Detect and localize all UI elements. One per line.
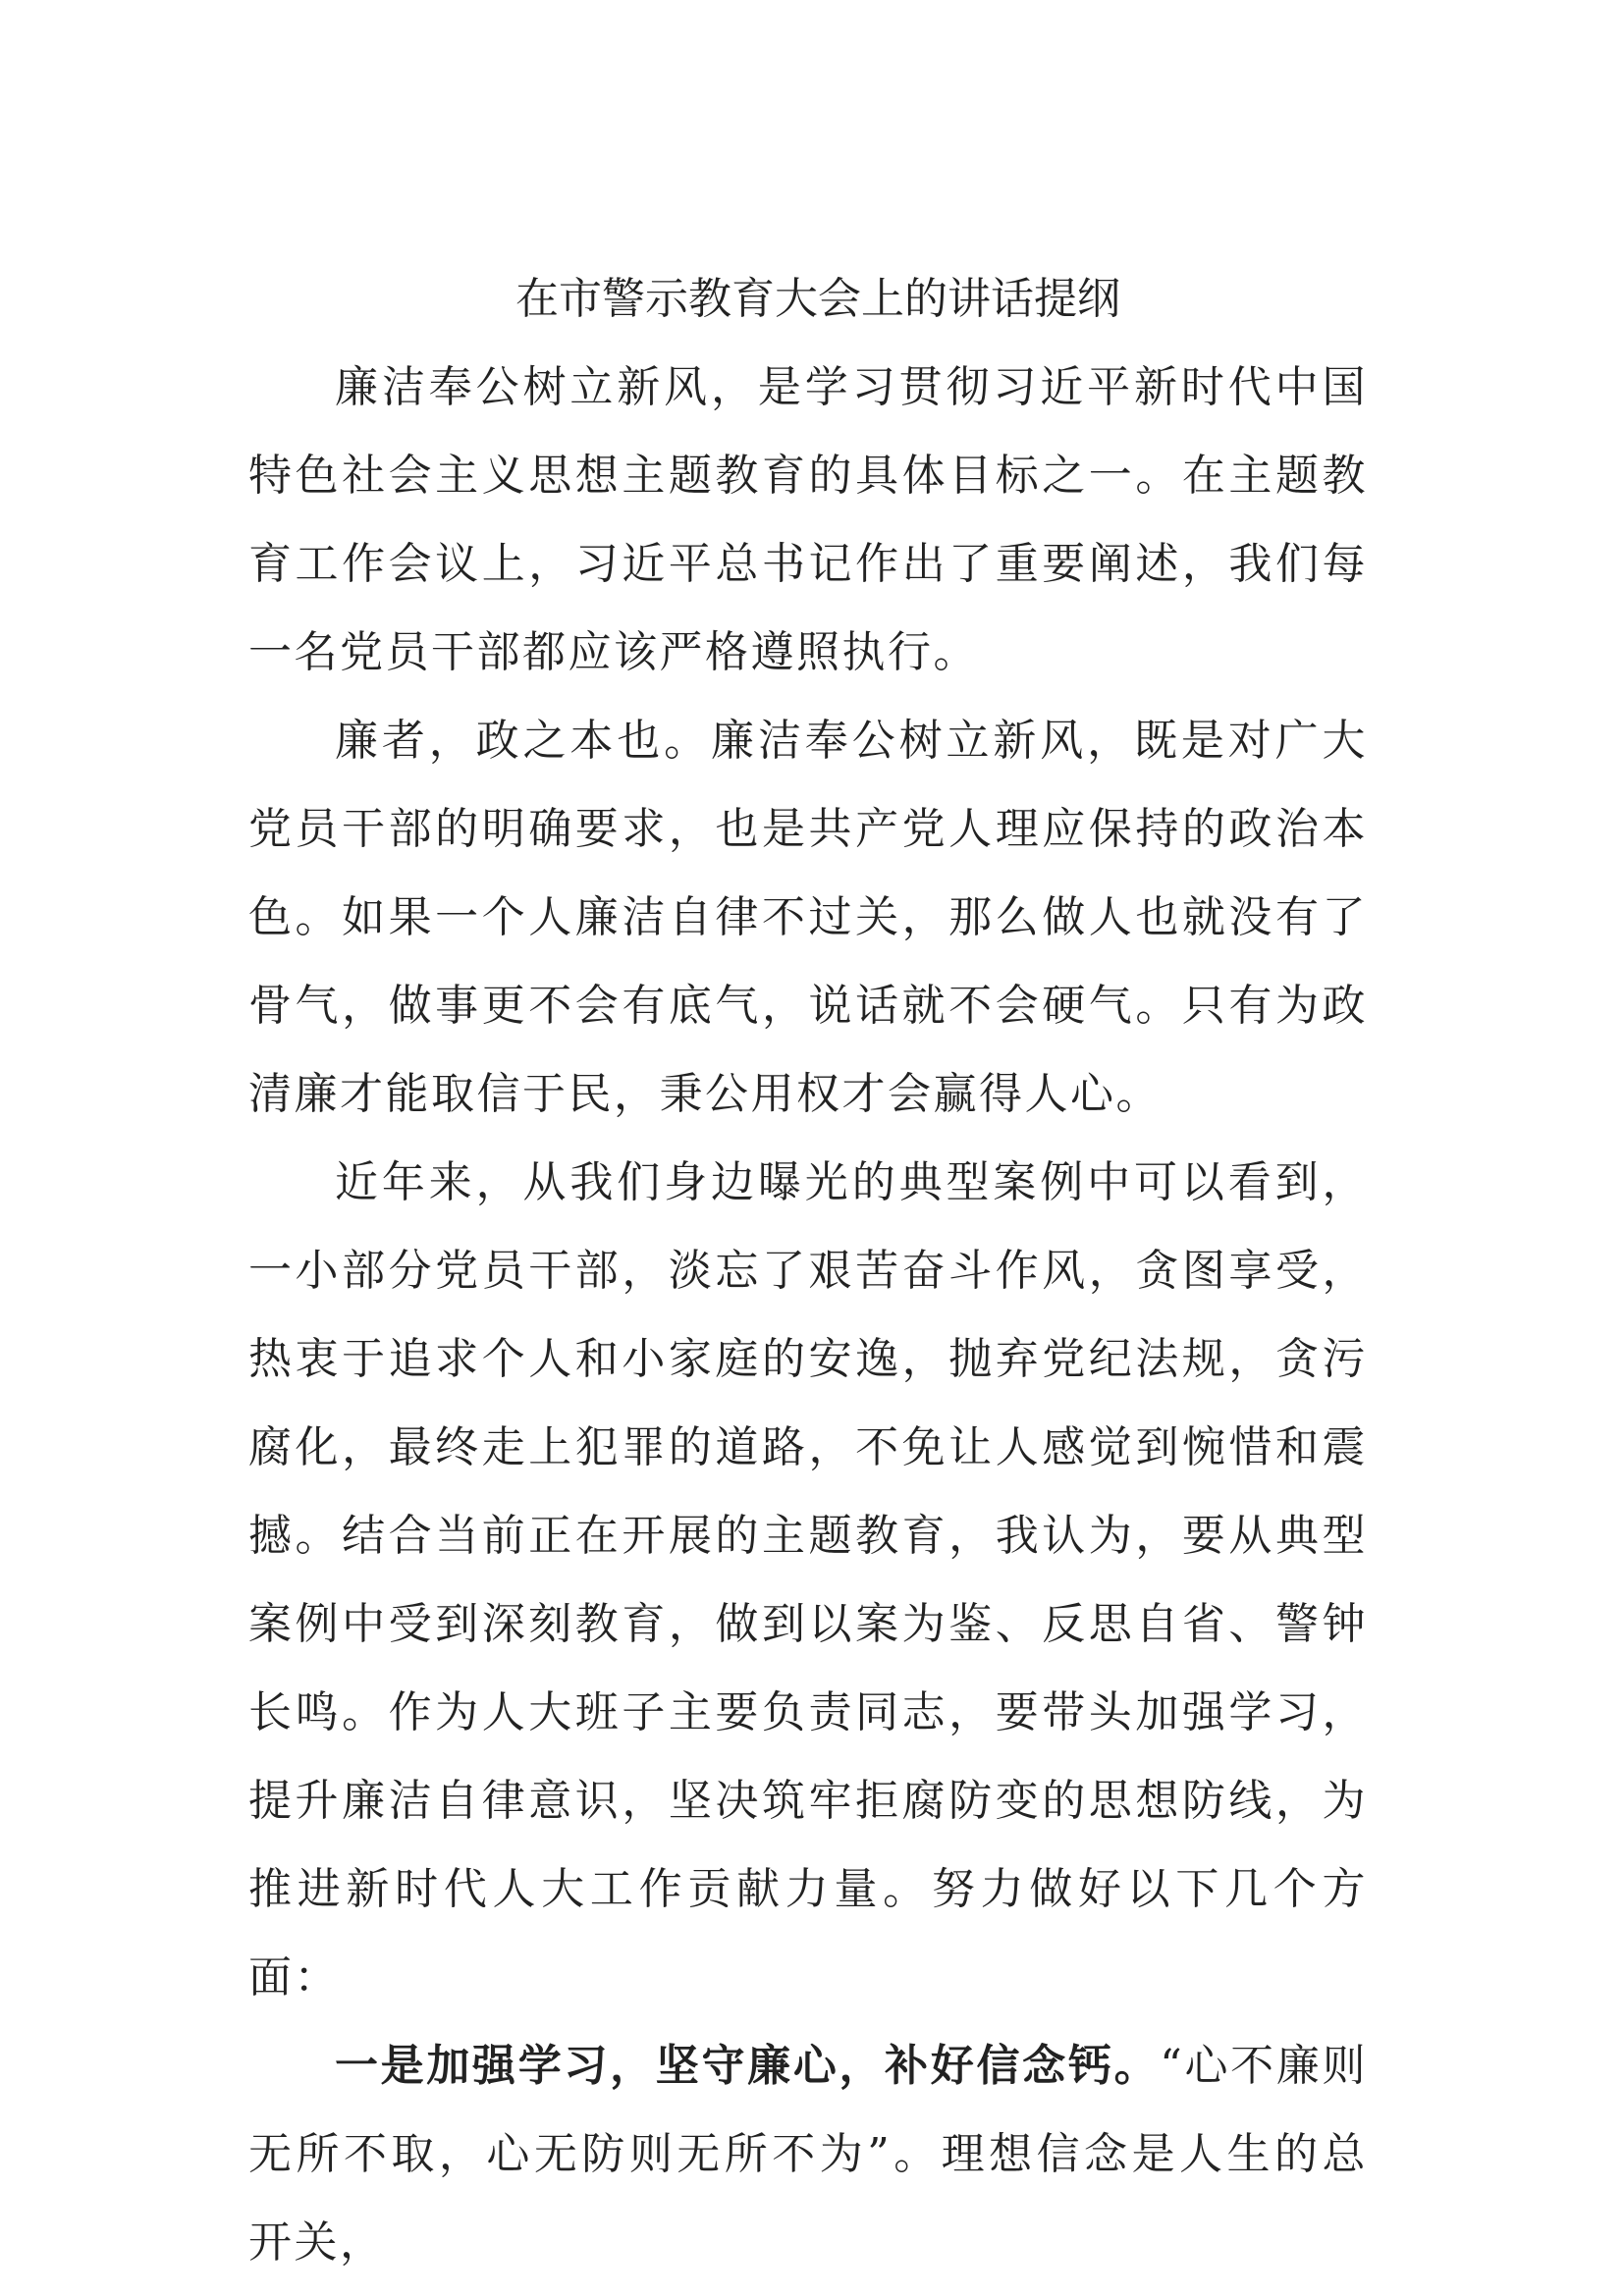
paragraph-2-text: 廉者，政之本也。廉洁奉公树立新风，既是对广大党员干部的明确要求，也是共产党人理应保持的政治本色。如果一个人廉洁自律不过关，那么做人也就没有了骨气，做事更不会有底气，说话就不会硬气。只有为政清廉才能取信于民，秉公用权才会赢得人心。 <box>248 716 1368 1119</box>
paragraph-1 <box>248 344 1368 697</box>
paragraph-2 <box>248 697 1368 1139</box>
document-title: 在市警示教育大会上的讲话提纲 <box>515 274 1120 324</box>
paragraph-4-text: “心不廉则无所不取，心无防则无所不为”。理想信念是人生的总开关， <box>248 2041 1369 2268</box>
document-page <box>248 265 1368 2287</box>
paragraph-4 <box>248 2022 1368 2287</box>
paragraph-3-text: 近年来，从我们身边曝光的典型案例中可以看到，一小部分党员干部，淡忘了艰苦奋斗作风，贪图享受，热衷于追求个人和小家庭的安逸，抛弃党纪法规，贪污腐化，最终走上犯罪的道路，不免让人感觉到惋惜和震撼。结合当前正在开展的主题教育，我认为，要从典型案例中受到深刻教育，做到以案为鉴、反思自省、警钟长鸣。作为人大班子主要负责同志，要带头加强学习，提升廉洁自律意识，坚决筑牢拒腐防变的思想防线，为推进新时代人大工作贡献力量。努力做好以下几个方面： <box>248 1157 1368 2002</box>
paragraph-4-lead: 一是加强学习，坚守廉心，补好信念钙。 <box>335 2041 1161 2091</box>
paragraph-3 <box>248 1139 1368 2022</box>
paragraph-1-text: 廉洁奉公树立新风，是学习贯彻习近平新时代中国特色社会主义思想主题教育的具体目标之一。在主题教育工作会议上，习近平总书记作出了重要阐述，我们每一名党员干部都应该严格遵照执行。 <box>248 362 1368 677</box>
